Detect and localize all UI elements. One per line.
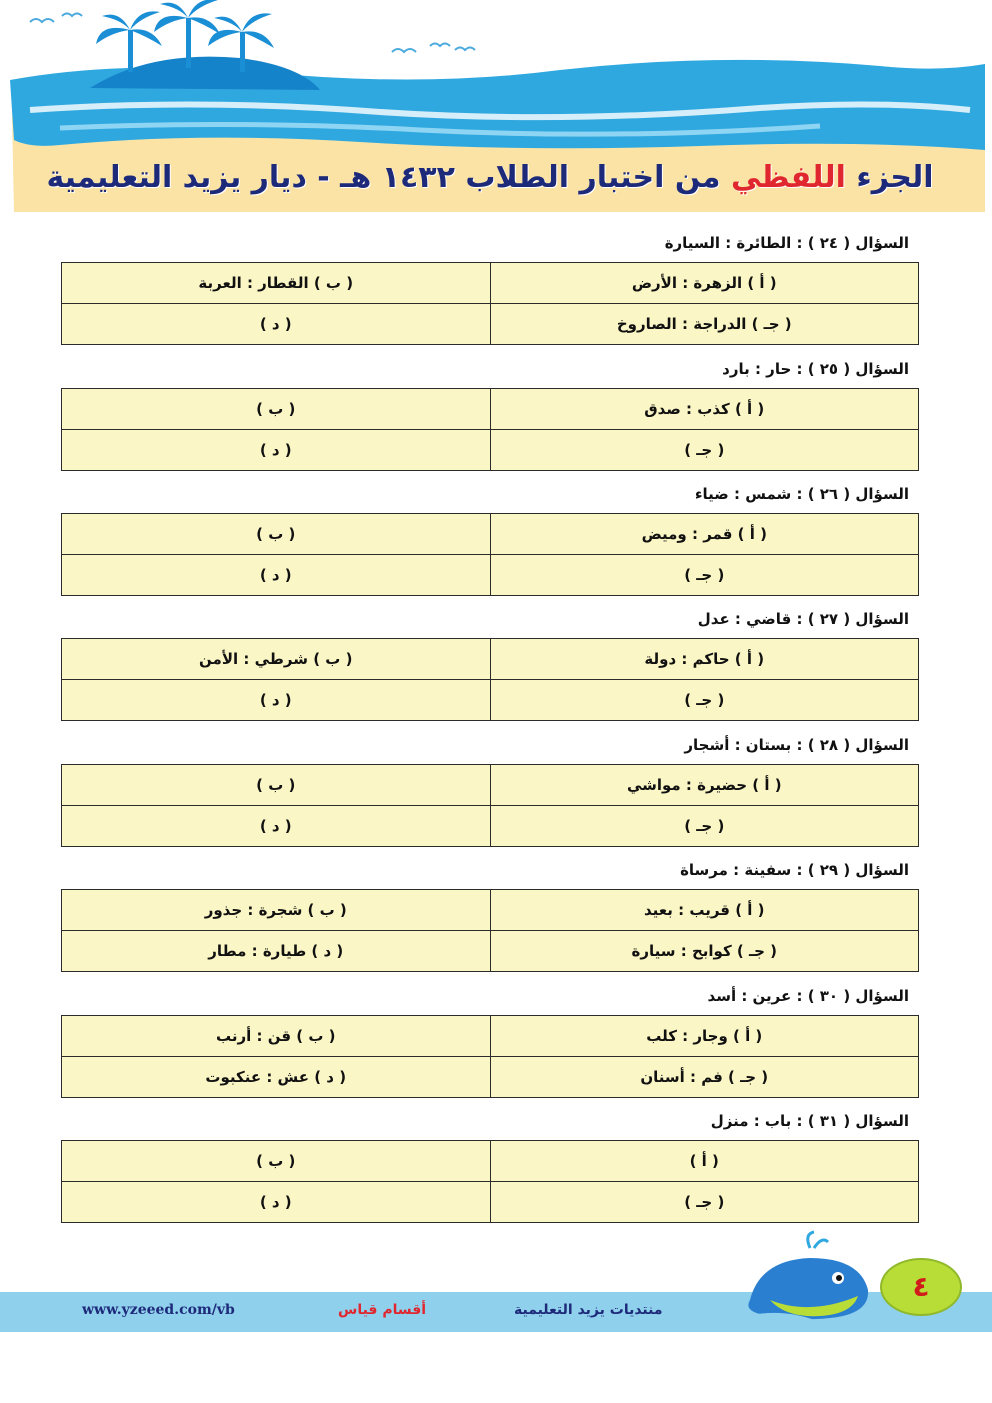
option-a: ( أ ) كذب : صدق — [490, 389, 919, 430]
options-table — [61, 1140, 919, 1223]
option-a: ( أ ) حاكم : دولة — [490, 639, 919, 680]
question-heading: السؤال ( ٣١ ) : باب : منزل — [710, 1112, 909, 1130]
options-table — [61, 262, 919, 345]
option-d: ( د ) عش : عنكبوت — [62, 1057, 491, 1098]
option-a: ( أ ) الزهرة : الأرض — [490, 263, 919, 304]
question-26 — [61, 481, 919, 596]
question-heading: السؤال ( ٣٠ ) : عرين : أسد — [707, 987, 909, 1005]
option-a: ( أ ) حضيرة : مواشي — [490, 765, 919, 806]
footer-sections-link[interactable]: أقسام قياس — [338, 1302, 427, 1318]
question-heading: السؤال ( ٢٨ ) : بستان : أشجار — [684, 736, 909, 754]
title-part1: الجزء — [856, 160, 934, 195]
question-28 — [61, 732, 919, 847]
option-c: ( جـ ) الدراجة : الصاروخ — [490, 304, 919, 345]
title-highlight: اللفظي — [730, 160, 846, 195]
options-table — [61, 1015, 919, 1098]
question-25 — [61, 356, 919, 471]
options-table — [61, 889, 919, 972]
question-heading: السؤال ( ٢٤ ) : الطائرة : السيارة — [664, 234, 909, 252]
option-a: ( أ ) قريب : بعيد — [490, 890, 919, 931]
option-d: ( د ) — [62, 1182, 491, 1223]
option-c: ( جـ ) — [490, 1182, 919, 1223]
option-c: ( جـ ) — [490, 555, 919, 596]
question-heading: السؤال ( ٢٧ ) : قاضي : عدل — [697, 610, 909, 628]
page-title — [40, 150, 940, 206]
whale-icon — [740, 1230, 890, 1330]
option-b: ( ب ) — [62, 514, 491, 555]
option-d: ( د ) — [62, 304, 491, 345]
option-c: ( جـ ) كوابح : سيارة — [490, 931, 919, 972]
option-d: ( د ) — [62, 430, 491, 471]
options-table — [61, 638, 919, 721]
option-a: ( أ ) قمر : وميض — [490, 514, 919, 555]
option-b: ( ب ) شرطي : الأمن — [62, 639, 491, 680]
question-30 — [61, 983, 919, 1098]
options-table — [61, 388, 919, 471]
question-heading: السؤال ( ٢٩ ) : سفينة : مرساة — [680, 861, 909, 879]
question-heading: السؤال ( ٢٦ ) : شمس : ضياء — [694, 485, 909, 503]
option-c: ( جـ ) — [490, 680, 919, 721]
island — [90, 57, 320, 90]
page-number-badge: ٤ — [880, 1258, 962, 1316]
option-d: ( د ) طيارة : مطار — [62, 931, 491, 972]
question-31 — [61, 1108, 919, 1223]
footer-forum-name: منتديات يزيد التعليمية — [514, 1302, 663, 1318]
option-c: ( جـ ) — [490, 430, 919, 471]
option-b: ( ب ) — [62, 765, 491, 806]
question-27 — [61, 606, 919, 721]
options-table — [61, 764, 919, 847]
option-b: ( ب ) — [62, 1141, 491, 1182]
option-d: ( د ) — [62, 680, 491, 721]
option-c: ( جـ ) فم : أسنان — [490, 1057, 919, 1098]
option-b: ( ب ) قن : أرنب — [62, 1016, 491, 1057]
option-a: ( أ ) — [490, 1141, 919, 1182]
option-d: ( د ) — [62, 555, 491, 596]
footer-url-link[interactable]: www.yzeeed.com/vb — [82, 1302, 235, 1318]
question-29 — [61, 857, 919, 972]
options-table — [61, 513, 919, 596]
option-d: ( د ) — [62, 806, 491, 847]
option-b: ( ب ) القطار : العربة — [62, 263, 491, 304]
option-b: ( ب ) شجرة : جذور — [62, 890, 491, 931]
question-heading: السؤال ( ٢٥ ) : حار : بارد — [722, 360, 909, 378]
title-part2: من اختبار الطلاب ١٤٣٢ هـ - ديار يزيد التعليمية — [46, 160, 721, 195]
option-a: ( أ ) وجار : كلب — [490, 1016, 919, 1057]
question-24 — [61, 230, 919, 345]
option-b: ( ب ) — [62, 389, 491, 430]
option-c: ( جـ ) — [490, 806, 919, 847]
